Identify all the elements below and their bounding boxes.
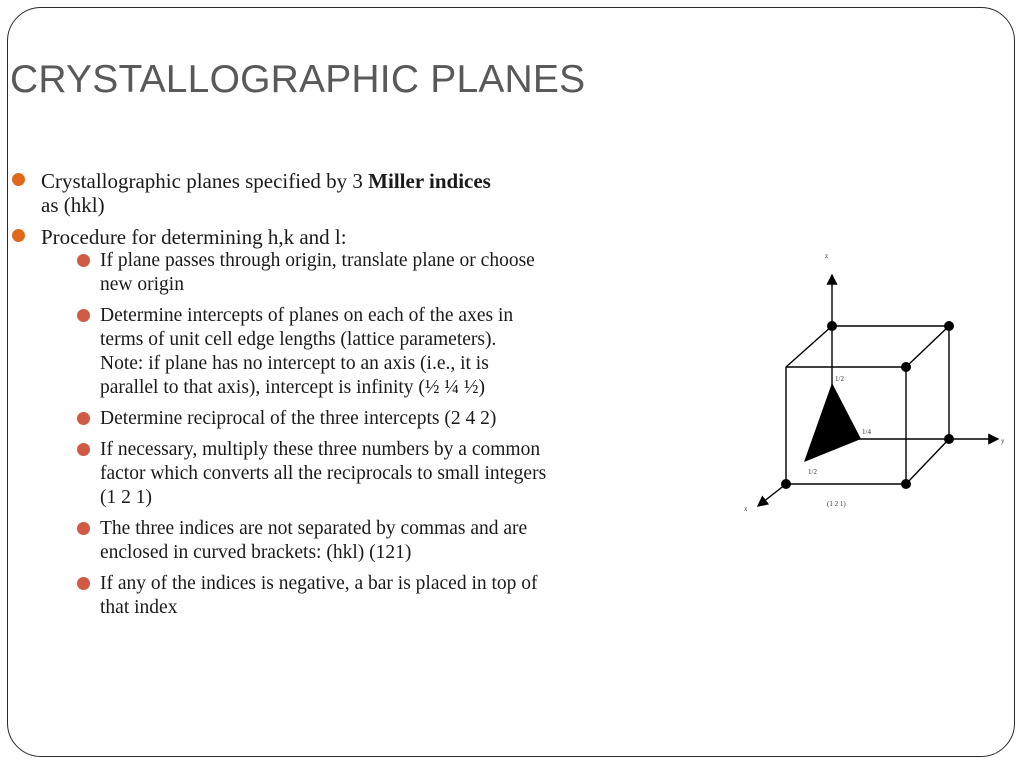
- bullet-text-line2: as (hkl): [41, 193, 105, 217]
- bullet-bold-text: Miller indices: [368, 169, 491, 193]
- cube-edges: [786, 326, 949, 484]
- sub-bullet-line: Determine reciprocal of the three intercepts (2 4 2): [100, 408, 497, 429]
- sub-bullet-line: The three indices are not separated by commas and are: [100, 518, 528, 539]
- sub-bullet-reciprocal: [41, 407, 612, 431]
- bullet-dot-icon: [12, 173, 25, 186]
- z-intercept-label: 1/2: [835, 375, 844, 383]
- y-intercept-label: 1/4: [862, 428, 871, 436]
- sub-bullet-multiply: [41, 438, 612, 510]
- sub-bullet-intercepts: [41, 304, 612, 400]
- slide-title: CRYSTALLOGRAPHIC PLANES: [10, 58, 586, 101]
- sub-bullet-line: (1 2 1): [100, 487, 152, 508]
- sub-bullet-line: Note: if plane has no intercept to an axis (i.e., it is: [100, 353, 489, 374]
- bullet-text: Procedure for determining h,k and l:: [41, 225, 347, 249]
- bullet-miller-indices: [12, 169, 612, 217]
- x-intercept-label: 1/2: [808, 468, 817, 476]
- z-axis-label: z: [825, 252, 829, 260]
- sub-bullet-dot-icon: [77, 522, 90, 535]
- bullet-procedure: [12, 225, 612, 620]
- sub-bullet-line: factor which converts all the reciprocals to small integers: [100, 463, 547, 484]
- sub-bullet-line: that index: [100, 597, 178, 618]
- unit-cell-diagram: [740, 245, 1015, 520]
- sub-bullet-line: Determine intercepts of planes on each of the axes in: [100, 305, 514, 326]
- y-axis-label: y: [1001, 437, 1005, 445]
- plane-index-label: (1 2 1): [827, 500, 846, 508]
- x-axis: [758, 484, 786, 506]
- bullet-dot-icon: [12, 229, 25, 242]
- x-axis-label: x: [744, 505, 748, 513]
- sub-bullet-dot-icon: [77, 577, 90, 590]
- sub-bullet-origin: [41, 249, 612, 297]
- sub-bullet-dot-icon: [77, 412, 90, 425]
- sub-bullet-dot-icon: [77, 254, 90, 267]
- sub-bullet-brackets: [41, 517, 612, 565]
- bullet-list: [12, 169, 612, 628]
- sub-bullet-line: new origin: [100, 274, 184, 295]
- sub-bullet-dot-icon: [77, 443, 90, 456]
- sub-bullet-negative: [41, 572, 612, 620]
- sub-bullet-line: If necessary, multiply these three numbers by a common: [100, 439, 541, 460]
- sub-bullet-dot-icon: [77, 309, 90, 322]
- sub-bullet-line: parallel to that axis), intercept is infinity (½ ¼ ½): [100, 377, 486, 398]
- sub-bullet-line: enclosed in curved brackets: (hkl) (121): [100, 542, 412, 563]
- sub-bullet-line: terms of unit cell edge lengths (lattice parameters).: [100, 329, 497, 350]
- sub-bullet-line: If any of the indices is negative, a bar is placed in top of: [100, 573, 538, 594]
- sub-bullet-line: If plane passes through origin, translate plane or choose: [100, 250, 535, 271]
- bullet-text: Crystallographic planes specified by 3: [41, 169, 369, 193]
- miller-plane: [804, 383, 861, 462]
